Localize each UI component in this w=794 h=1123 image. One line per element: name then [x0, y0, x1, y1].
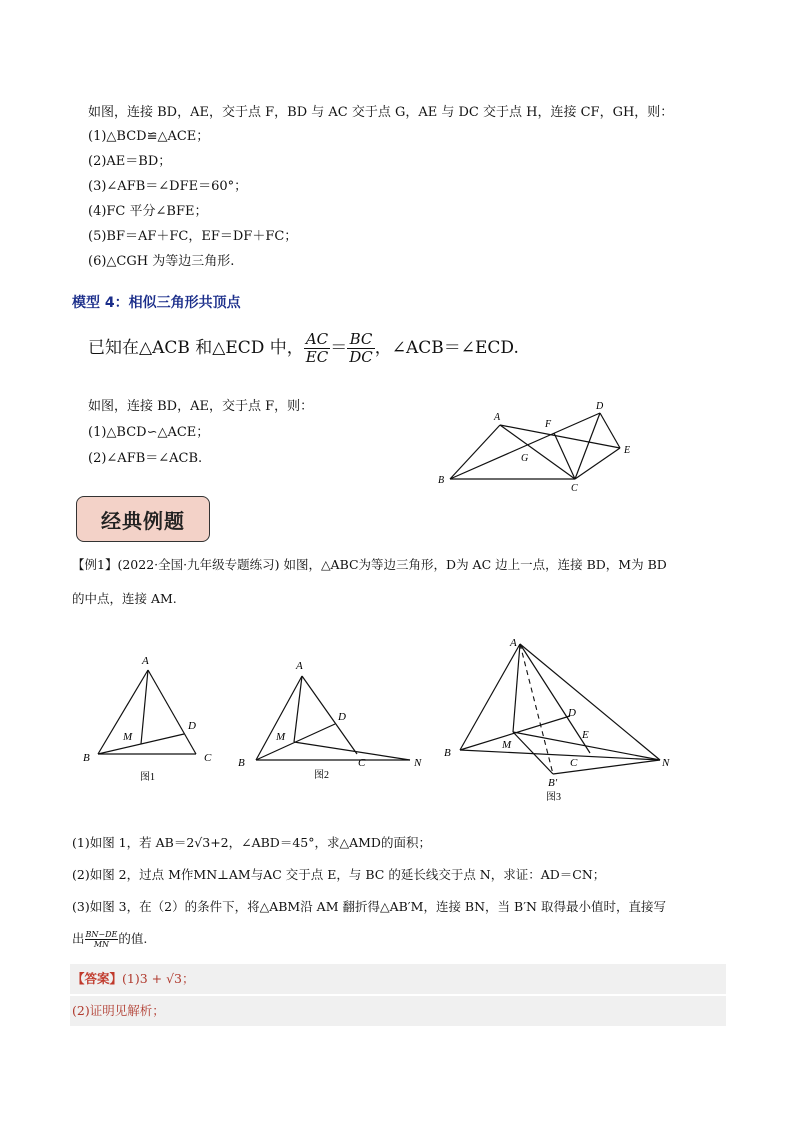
model3-item-4: (4)FC 平分∠BFE； [88, 204, 208, 219]
fig-label-f: F [545, 419, 552, 430]
example-line-2: 的中点，连接 AM. [72, 591, 177, 606]
fig2-caption: 图2 [314, 770, 329, 781]
fig1-label-a: A [142, 655, 149, 667]
question-1: (1)如图 1，若 AB＝2√3+2，∠ABD＝45°，求△AMD的面积； [72, 835, 431, 850]
model3-item-3: (3)∠AFB＝∠DFE＝60°； [88, 179, 248, 194]
given-suffix: ，∠ACB＝∠ECD. [374, 338, 519, 358]
model3-item-6: (6)△CGH 为等边三角形. [88, 254, 235, 269]
fig-label-b: B [438, 475, 445, 486]
figure-3 [438, 630, 678, 810]
model4-figure [420, 395, 650, 495]
frac1-den: EC [305, 348, 329, 366]
model4-intro: 如图，连接 BD，AE，交于点 F，则： [88, 399, 314, 414]
frac1-num: AC [304, 331, 330, 349]
answer-part-2: (2)证明见解析； [72, 1003, 165, 1018]
fig2-label-a: A [296, 660, 303, 672]
fig2-label-m: M [276, 731, 286, 743]
example-line-1: 【例1】(2022·全国·九年级专题练习) 如图，△ABC为等边三角形，D为 AC 边上一点，连接 BD，M为 BD [72, 557, 667, 572]
model4-item-1: (1)△BCD∽△ACE； [88, 425, 210, 440]
fig-label-d: D [596, 401, 604, 412]
model3-item-5: (5)BF＝AF＋FC，EF＝DF＋FC； [88, 229, 298, 244]
frac2-num: BC [347, 331, 375, 349]
model3-item-1: (1)△BCD≌△ACE； [88, 129, 210, 144]
given-prefix: 已知在△ACB 和△ECD 中， [88, 338, 304, 358]
fig3-label-b: B [444, 747, 451, 759]
model4-given [88, 328, 519, 368]
fig1-caption: 图1 [140, 772, 155, 783]
fig2-label-d: D [338, 711, 346, 723]
question-3-line-1: (3)如图 3，在（2）的条件下，将△ABM沿 AM 翻折得△AB′M，连接 BN，当 B′N 取得最小值时，直接写 [72, 899, 666, 914]
fig2-label-c: C [358, 757, 366, 769]
fig3-label-e: E [582, 729, 589, 741]
model3-intro: 如图，连接 BD，AE，交于点 F，BD 与 AC 交于点 G，AE 与 DC 交于点 H，连接 CF，GH，则： [88, 105, 674, 120]
q3-frac-den: MN [93, 940, 110, 949]
fig3-label-d: D [568, 707, 576, 719]
fig2-label-b: B [238, 757, 245, 769]
answer-row-1 [70, 964, 726, 994]
fig3-label-a: A [510, 637, 517, 649]
q3-fraction [85, 930, 119, 949]
fraction-bc-dc [347, 331, 375, 366]
model4-item-2: (2)∠AFB＝∠ACB. [88, 451, 203, 466]
model3-item-2: (2)AE＝BD； [88, 154, 172, 169]
figure-2 [230, 650, 430, 790]
figure-1 [78, 650, 228, 790]
fig1-label-c: C [204, 752, 212, 764]
answer-row-2 [70, 996, 726, 1026]
frac2-den: DC [349, 348, 373, 366]
fig3-label-b-prime: B′ [548, 777, 558, 789]
q3-frac-num: BN−DE [85, 930, 118, 939]
q3-suffix: 的值. [118, 931, 148, 946]
question-3-line-2 [72, 930, 147, 949]
fig2-label-n: N [414, 757, 422, 769]
fig-label-a: A [494, 412, 501, 423]
answer-part-1: (1)3 + √3； [122, 971, 195, 986]
fig1-label-d: D [188, 720, 196, 732]
section-badge: 经典例题 [76, 496, 210, 542]
fig3-caption: 图3 [546, 792, 561, 803]
fig-label-e: E [624, 445, 631, 456]
question-2: (2)如图 2，过点 M作MN⊥AM与AC 交于点 E，与 BC 的延长线交于点 N，求证：AD＝CN； [72, 867, 606, 882]
q3-prefix: 出 [72, 931, 85, 946]
fig1-label-m: M [123, 731, 133, 743]
answer-tag: 【答案】 [72, 971, 123, 986]
fig1-label-b: B [83, 752, 90, 764]
fig-label-g: G [521, 453, 529, 464]
fig3-label-c: C [570, 757, 578, 769]
fig-label-c: C [571, 483, 578, 494]
equals-sign: ＝ [330, 338, 348, 358]
fig3-label-m: M [502, 739, 512, 751]
model4-heading: 模型 4：相似三角形共顶点 [72, 295, 241, 311]
fraction-ac-ec [304, 331, 330, 366]
fig3-label-n: N [662, 757, 670, 769]
